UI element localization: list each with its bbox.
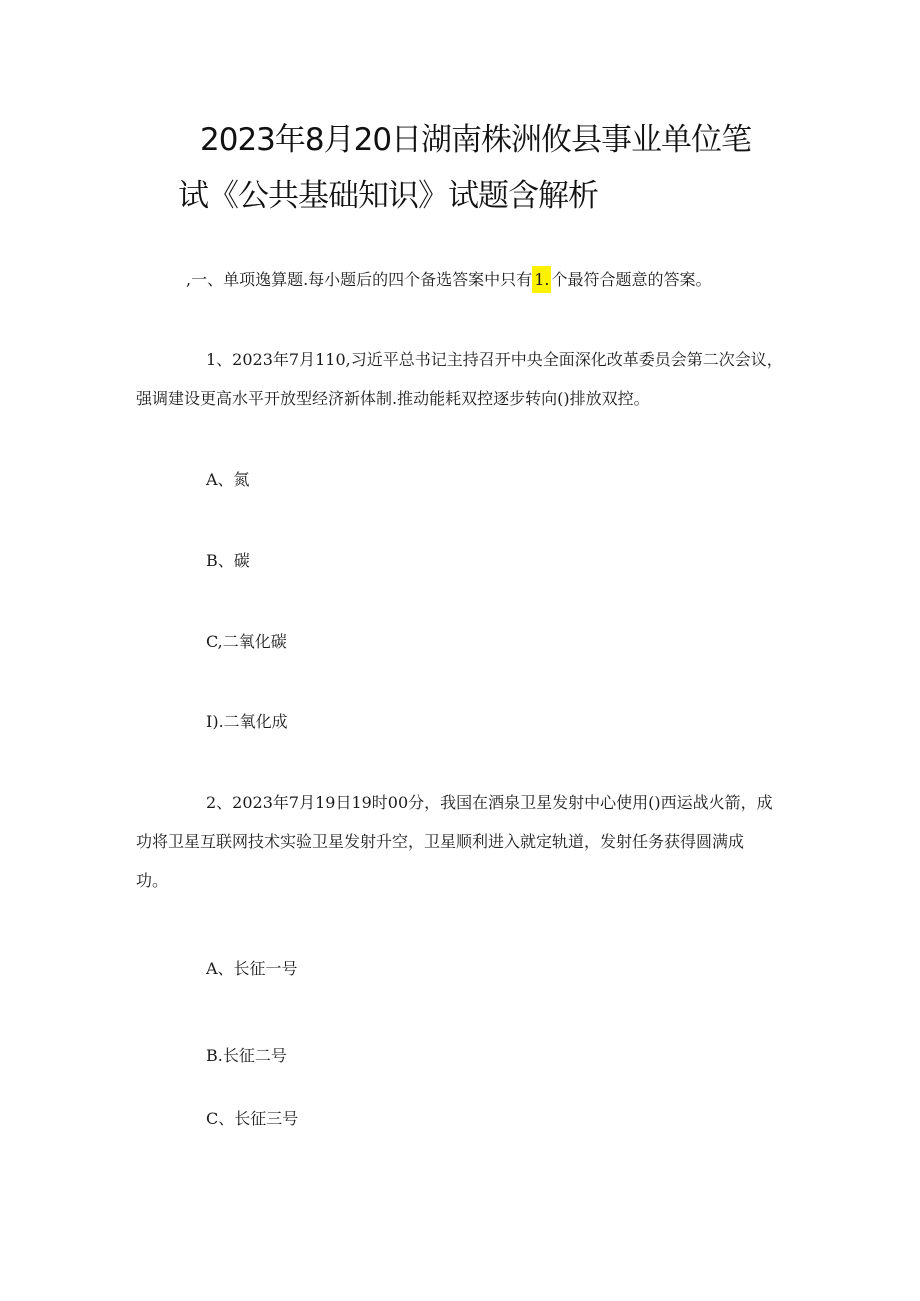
section-heading-prefix: ,一、单项逸算题.每小题后的四个备选答案中只有 [186,270,533,289]
question-1-option-a: A、氮 [206,470,250,489]
section-heading-suffix: 个最符合题意的答案。 [551,270,712,289]
question-1-line-1: 1、2023年7月110,习近平总书记主持召开中央全面深化改革委员会第二次会议， [206,350,783,369]
question-2-option-b: B.长征二号 [206,1046,287,1065]
document-title [178,112,818,224]
question-2-option-c: C、长征三号 [206,1109,299,1128]
title-line-2: 试《公共基础知识》试题含解析 [178,178,598,214]
question-1-option-c: C,二氧化碳 [206,632,287,651]
question-1-option-b: B、碳 [206,551,250,570]
highlighted-text: 1. [532,266,551,293]
title-line-1: 2023年8月20日湖南株洲攸县事业单位笔 [200,122,752,158]
question-2 [136,783,796,900]
question-2-line-1: 2、2023年7月19日19时00分，我国在酒泉卫星发射中心使用()西运战火箭，成 [206,793,773,812]
question-2-line-3: 功。 [136,871,169,890]
section-heading [186,261,711,299]
question-2-line-2: 功将卫星互联网技术实验卫星发射升空，卫星顺利进入就定轨道，发射任务获得圆满成 [136,832,745,851]
question-1-line-2: 强调建设更高水平开放型经济新体制.推动能耗双控逐步转向()排放双控。 [136,389,650,408]
question-2-option-a: A、长征一号 [206,959,298,978]
question-1-option-d: I).二氧化成 [206,712,288,731]
question-1 [136,340,796,418]
